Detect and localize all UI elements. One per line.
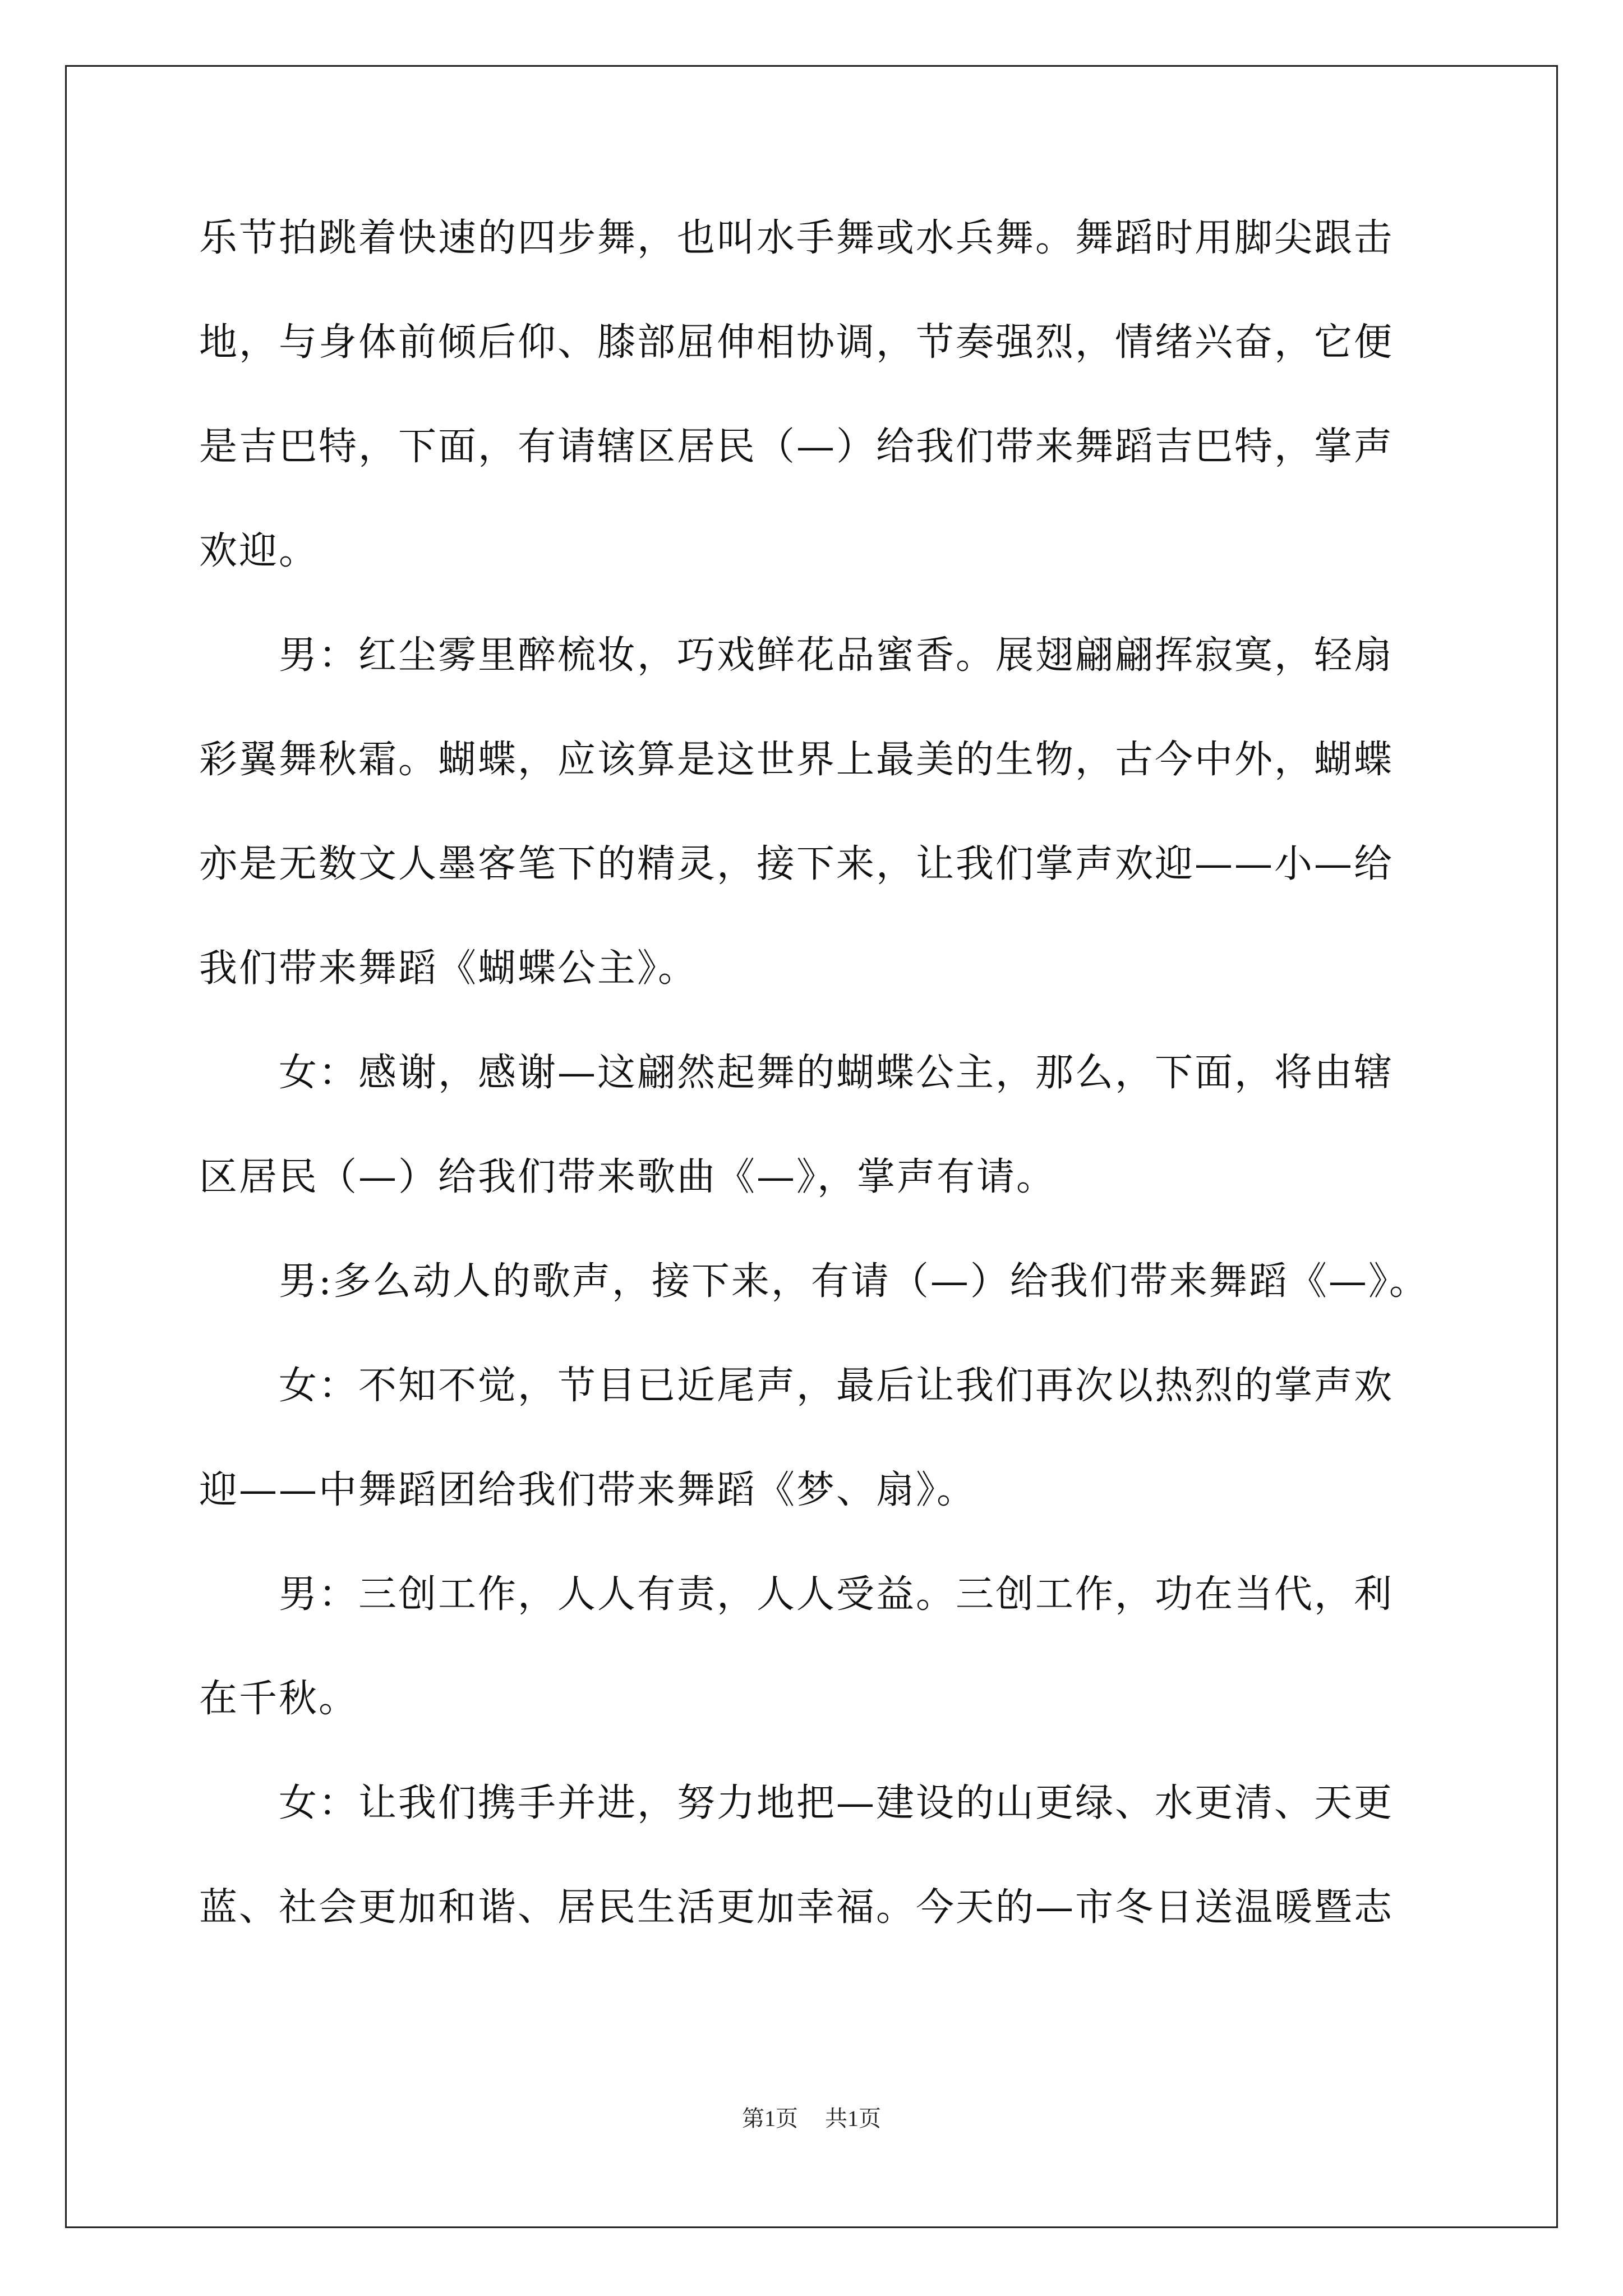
text-line: 乐节拍跳着快速的四步舞，也叫水手舞或水兵舞。舞蹈时用脚尖跟击 (199, 216, 1394, 260)
text-line: 男：三创工作，人人有责，人人受益。三创工作，功在当代，利 (199, 1572, 1394, 1617)
text-line: 地，与身体前倾后仰、膝部屈伸相协调，节奏强烈，情绪兴奋，它便 (199, 320, 1394, 365)
text-line: 在千秋。 (199, 1677, 359, 1721)
page-total: 共1页 (825, 2106, 881, 2131)
text-line: 我们带来舞蹈《蝴蝶公主》。 (199, 946, 698, 991)
text-line: 亦是无数文人墨客笔下的精灵，接下来，让我们掌声欢迎——小—给 (199, 842, 1394, 886)
text-line: 蓝、社会更加和谐、居民生活更加幸福。今天的—市冬日送温暖暨志 (199, 1885, 1394, 1930)
text-line: 彩翼舞秋霜。蝴蝶，应该算是这世界上最美的生物，古今中外，蝴蝶 (199, 738, 1394, 782)
text-line: 欢迎。 (199, 529, 319, 573)
page-footer (0, 2105, 1623, 2133)
text-line: 男：红尘雾里醉梳妆，巧戏鲜花品蜜香。展翅翩翩挥寂寞，轻扇 (199, 633, 1394, 678)
text-line: 区居民（—）给我们带来歌曲《—》，掌声有请。 (199, 1155, 1057, 1199)
page-number: 第1页 (742, 2106, 798, 2131)
text-line: 迎——中舞蹈团给我们带来舞蹈《梦、扇》。 (199, 1468, 977, 1512)
text-line: 男:多么动人的歌声，接下来，有请（—）给我们带来舞蹈《—》。 (199, 1259, 1429, 1304)
text-line: 女：不知不觉，节目已近尾声，最后让我们再次以热烈的掌声欢 (199, 1364, 1394, 1408)
text-line: 女：感谢，感谢—这翩然起舞的蝴蝶公主，那么，下面，将由辖 (199, 1051, 1394, 1095)
text-line: 是吉巴特，下面，有请辖区居民（—）给我们带来舞蹈吉巴特，掌声 (199, 425, 1394, 469)
text-line: 女：让我们携手并进，努力地把—建设的山更绿、水更清、天更 (199, 1781, 1394, 1825)
